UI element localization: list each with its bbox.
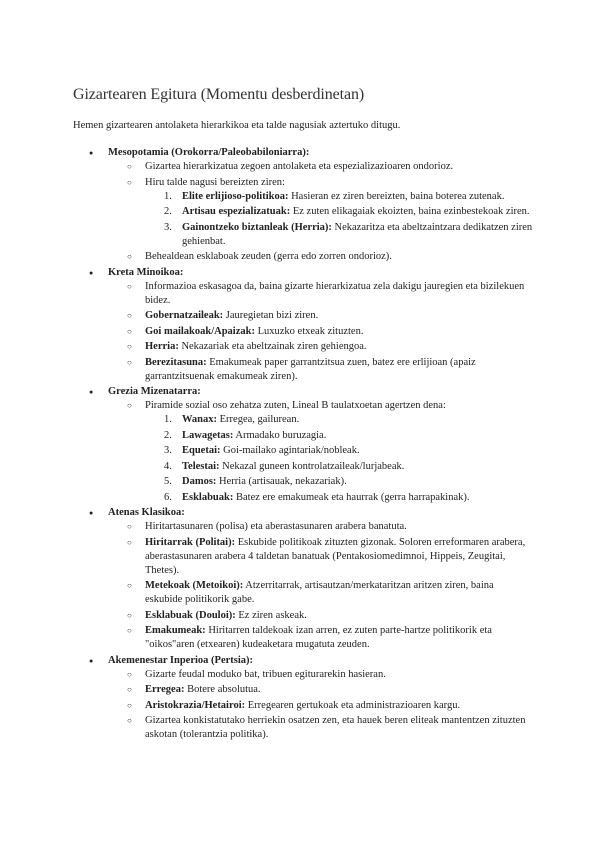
numbered-item xyxy=(145,429,533,443)
item-text: Hiritartasunaren (polisa) eta aberastasunaren arabera banatuta. xyxy=(145,521,407,532)
item-text: Atzerritarrak, artisautzan/merkataritzan aritzen ziren, baina eskubide politikorik gabe. xyxy=(145,580,494,605)
numbered-item xyxy=(145,444,533,458)
list-item xyxy=(108,609,533,623)
item-text: Luxuzko etxeak zituzten. xyxy=(254,325,364,337)
item-label: Telestai: xyxy=(182,460,220,472)
item-label: Esklabuak (Douloi): xyxy=(145,609,236,621)
item-text: Jauregietan bizi ziren. xyxy=(223,310,319,321)
item-label: Herria: xyxy=(145,341,179,352)
item-text: Eskubide politikoak zituzten gizonak. Soloren erreformaren arabera, aberastasunaren arabera 4 taldetan banatuak (Pentakosiomedimnoi, Hippeis, Zeugitai, Thetes). xyxy=(145,536,526,576)
section-items xyxy=(108,399,533,505)
section-title: ● Kreta Minoikoa: xyxy=(108,266,184,278)
list-item xyxy=(108,340,533,354)
item-text: Behealdean esklaboak zeuden (gerra edo zorren ondorioz). xyxy=(145,251,392,262)
item-label: Elite erlijioso-politikoa: xyxy=(182,190,289,202)
item-text: Erregearen gertukoak eta administrazioaren kargu. xyxy=(245,699,461,711)
item-label: Wanax: xyxy=(182,414,218,425)
item-label: Berezitasuna: xyxy=(145,356,207,368)
item-label: Equetai: xyxy=(182,445,221,456)
list-item xyxy=(108,536,533,578)
item-text: Herria (artisauak, nekazariak). xyxy=(216,476,347,487)
item-number: 1. xyxy=(164,414,172,425)
list-item xyxy=(108,624,533,652)
list-item xyxy=(108,399,533,505)
item-text: Hiritarren taldekoak izan arren, ez zuten parte-hartze politikorik eta "oikos"aren (etxearen) kudeaketara mugatuta zeuden. xyxy=(145,625,492,650)
item-text: Hasieran ez ziren bereizten, baina boterea zutenak. xyxy=(288,190,505,202)
section-akemenestar-inperioa-pertsia xyxy=(73,654,533,743)
item-text: Nekazaritza eta abeltzaintzara dedikatzen ziren gehienbat. xyxy=(182,221,533,247)
item-label: Goi mailakoak/Apaizak: xyxy=(145,325,255,337)
item-text: Ez zuten elikagaiak ekoizten, baina ezinbestekoak ziren. xyxy=(290,206,530,217)
item-label: Emakumeak: xyxy=(145,625,206,636)
item-text: Informazioa eskasagoa da, baina gizarte hierarkizatua zela dakigu jauregien eta bizilekuen bidez. xyxy=(145,280,525,306)
numbered-item xyxy=(145,475,533,489)
section-atenas-klasikoa xyxy=(73,506,533,652)
list-item xyxy=(108,579,533,607)
section-title: ● Mesopotamia (Orokorra/Paleobabiloniarra): xyxy=(108,147,310,158)
list-item xyxy=(108,250,533,264)
item-label: Esklabuak: xyxy=(182,491,234,503)
list-item xyxy=(108,309,533,323)
section-items xyxy=(108,520,533,652)
intro-paragraph: Hemen gizartearen antolaketa hierarkikoa eta talde nagusiak aztertuko ditugu. xyxy=(73,120,401,131)
item-text: Ez ziren askeak. xyxy=(235,609,307,621)
item-label: Erregea: xyxy=(145,684,185,695)
item-text: Batez ere emakumeak eta haurrak (gerra harrapakinak). xyxy=(233,491,470,503)
list-item xyxy=(108,714,533,742)
item-label: Aristokrazia/Hetairoi: xyxy=(145,699,246,711)
item-label: Damos: xyxy=(182,476,217,487)
item-number: 5. xyxy=(164,476,172,487)
list-item xyxy=(108,176,533,249)
section-mesopotamia-orokorra-paleobabiloniarra xyxy=(73,146,533,264)
numbered-item xyxy=(145,205,533,219)
item-number: 2. xyxy=(164,206,172,217)
item-text: Piramide sozial oso zehatza zuten, Lineal B taulatxoetan agertzen dena: xyxy=(145,400,446,411)
item-text: Gizartea hierarkizatua zegoen antolaketa eta espezializazioaren ondorioz. xyxy=(145,161,454,172)
numbered-item xyxy=(145,190,533,204)
item-label: Gainontzeko biztanleak (Herria): xyxy=(182,221,332,233)
item-label: Metekoak (Metoikoi): xyxy=(145,580,244,591)
item-label: Artisau espezializatuak: xyxy=(182,206,291,217)
section-title: ● Grezia Mizenatarra: xyxy=(108,386,201,397)
list-item xyxy=(108,160,533,174)
item-text: Botere absolutua. xyxy=(184,684,261,695)
item-label: Lawagetas: xyxy=(182,429,234,441)
item-text: Emakumeak paper garrantzitsua zuen, batez ere erlijioan (apaiz garrantzitsuenak emakumeak ziren). xyxy=(145,356,476,382)
item-text: Nekazal guneen kontrolatzaileak/lurjabeak. xyxy=(219,460,405,472)
numbered-item xyxy=(145,491,533,505)
item-number: 1. xyxy=(164,190,172,202)
numbered-list xyxy=(145,190,533,249)
section-items xyxy=(108,280,533,384)
section-items xyxy=(108,160,533,264)
item-number: 4. xyxy=(164,460,172,472)
section-items xyxy=(108,668,533,743)
item-number: 3. xyxy=(164,445,172,456)
list-item xyxy=(108,325,533,339)
section-title: ● Atenas Klasikoa: xyxy=(108,507,185,518)
numbered-item xyxy=(145,413,533,427)
section-list xyxy=(73,146,533,742)
item-label: Hiritarrak (Politai): xyxy=(145,536,236,548)
item-text: Gizartea konkistatutako herriekin osatzen zen, eta hauek beren eliteak mantentzen zituzten askotan (tolerantzia politika). xyxy=(145,715,526,740)
list-item xyxy=(108,683,533,697)
item-text: Hiru talde nagusi bereizten ziren: xyxy=(145,176,285,188)
item-number: 3. xyxy=(164,221,172,233)
item-text: Erregea, gailurean. xyxy=(217,414,300,425)
item-number: 2. xyxy=(164,429,172,441)
numbered-item xyxy=(145,460,533,474)
list-item xyxy=(108,668,533,682)
list-item xyxy=(108,356,533,384)
numbered-item xyxy=(145,221,533,249)
item-text: Goi-mailako agintariak/nobleak. xyxy=(220,445,360,456)
item-text: Gizarte feudal moduko bat, tribuen egiturarekin hasieran. xyxy=(145,668,386,680)
item-text: Nekazariak eta abeltzainak ziren gehiengoa. xyxy=(178,341,367,352)
list-item xyxy=(108,280,533,308)
content-body xyxy=(73,146,533,744)
list-item xyxy=(108,699,533,713)
list-item xyxy=(108,520,533,534)
item-text: Armadako buruzagia. xyxy=(233,429,327,441)
section-kreta-minoikoa xyxy=(73,266,533,384)
page-title: Gizartearen Egitura (Momentu desberdinetan) xyxy=(73,86,365,103)
section-title: ● Akemenestar Inperioa (Pertsia): xyxy=(108,654,254,666)
section-grezia-mizenatarra xyxy=(73,385,533,505)
item-number: 6. xyxy=(164,491,172,503)
numbered-list xyxy=(145,413,533,505)
item-label: Gobernatzaileak: xyxy=(145,310,224,321)
